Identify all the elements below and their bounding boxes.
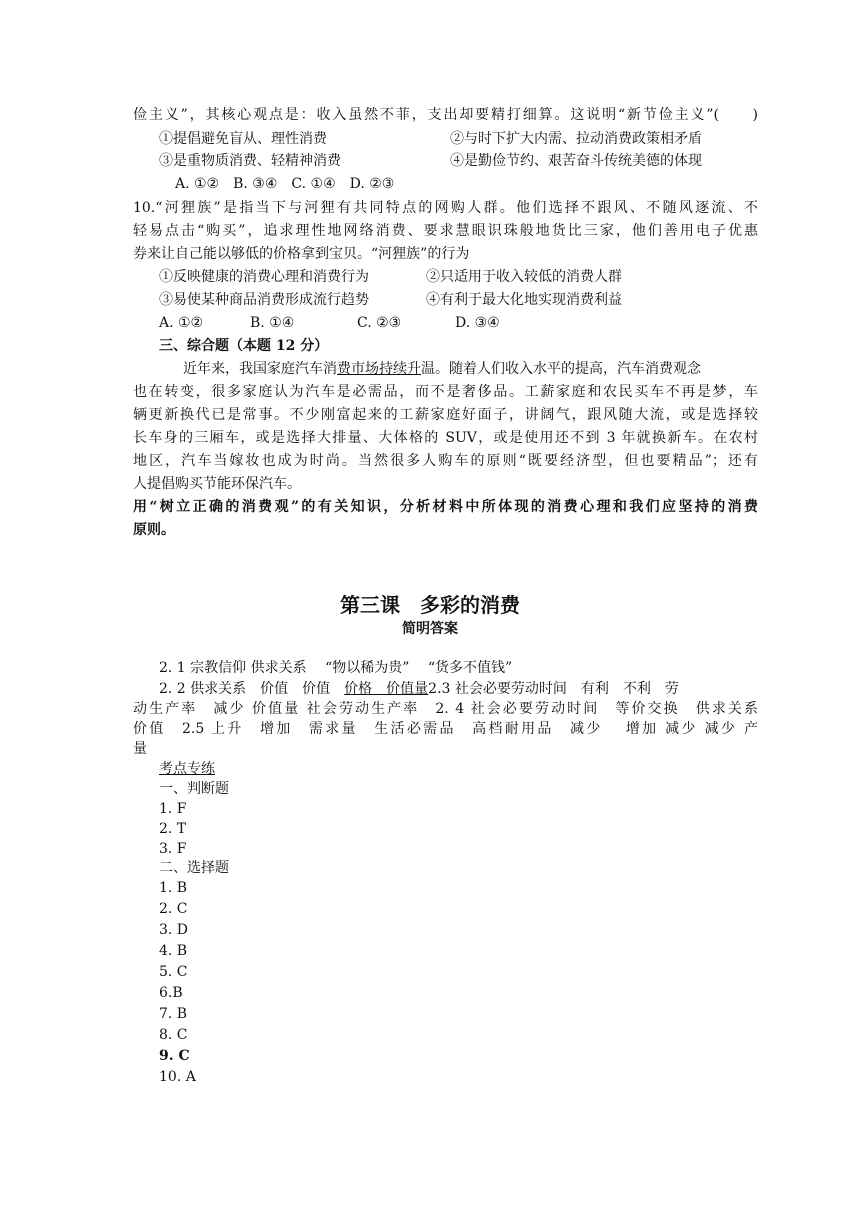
drill-heading: 考点专练 — [159, 761, 215, 777]
answer-line-3: 动生产率 减少 价值量 社会劳动生产率 2. 4 社会必要劳动时间 等价交换 供求关系 — [133, 701, 758, 717]
q10-option-3: ③易使某种商品消费形成流行趋势 — [159, 292, 369, 308]
answers-title: 第三课 多彩的消费 — [340, 593, 520, 617]
choice-answer-8: 8. C — [159, 1027, 188, 1043]
choice-answer-1: 1. B — [159, 880, 188, 896]
choice-heading: 二、选择题 — [159, 860, 229, 876]
choice-answer-6: 6.B — [159, 985, 183, 1001]
choice-answer-3: 3. D — [159, 922, 189, 938]
judge-heading: 一、判断题 — [159, 781, 229, 797]
judge-answer-1: 1. F — [159, 801, 187, 817]
q10-choice-c: C. ②③ — [357, 315, 402, 331]
section3-para-line5: 地区，汽车当嫁妆也成为时尚。当然很多人购车的原则“既要经济型，但也要精品”；还有 — [133, 453, 758, 469]
answer-line-2: 2. 2 供求关系 价值 价值 价格 价值量2.3 社会必要劳动时间 有利 不利 劳 — [159, 681, 679, 697]
q9-choices: A. ①② B. ③④ C. ①④ D. ②③ — [175, 176, 395, 192]
judge-answer-2: 2. T — [159, 821, 187, 837]
q10-stem-line1: 10.“河狸族”是指当下与河狸有共同特点的网购人群。他们选择不跟风、不随风逐流、不 — [133, 200, 758, 216]
q9-option-3: ③是重物质消费、轻精神消费 — [159, 153, 341, 169]
q9-option-1: ①提倡避免盲从、理性消费 — [159, 131, 327, 147]
choice-answer-7: 7. B — [159, 1006, 188, 1022]
q10-option-2: ②只适用于收入较低的消费人群 — [426, 269, 622, 285]
judge-answer-3: 3. F — [159, 841, 187, 857]
q9-option-4: ④是勤俭节约、艰苦奋斗传统美德的体现 — [450, 153, 702, 169]
choice-answer-9: 9. C — [159, 1048, 190, 1064]
choice-answer-4: 4. B — [159, 943, 188, 959]
q10-option-4: ④有利于最大化地实现消费利益 — [426, 292, 622, 308]
q9-option-2: ②与时下扩大内需、拉动消费政策相矛盾 — [450, 131, 702, 147]
section3-para-line2: 也在转变，很多家庭认为汽车是必需品，而不是奢侈品。工薪家庭和农民买车不再是梦，车 — [133, 384, 758, 400]
q10-option-1: ①反映健康的消费心理和消费行为 — [159, 269, 369, 285]
choice-answer-5: 5. C — [159, 964, 188, 980]
section3-task-line2: 原则。 — [133, 522, 175, 538]
section3-para-line1: 近年来，我国家庭汽车消费市场持续升温。随着人们收入水平的提高，汽车消费观念 — [183, 361, 701, 377]
q10-choice-b: B. ①④ — [250, 315, 295, 331]
q10-choice-d: D. ③④ — [455, 315, 500, 331]
section3-para-line6: 人提倡购买节能环保汽车。 — [133, 476, 301, 492]
answer-line-5: 量 — [133, 741, 147, 757]
section3-heading: 三、综合题（本题 12 分） — [159, 338, 329, 354]
q9-stem: 俭主义”，其核心观点是：收入虽然不菲，支出却要精打细算。这说明“新节俭主义”( ) — [133, 107, 758, 123]
answers-subtitle: 简明答案 — [402, 621, 458, 637]
q10-stem-line3: 券来让自己能以够低的价格拿到宝贝。“河狸族”的行为 — [133, 246, 470, 262]
section3-task-line1: 用“树立正确的消费观”的有关知识，分析材料中所体现的消费心理和我们应坚持的消费 — [133, 499, 758, 515]
answer-line-1: 2. 1 宗教信仰 供求关系 “物以稀为贵” “货多不值钱” — [159, 660, 513, 676]
section3-para-line3: 辆更新换代已是常事。不少刚富起来的工薪家庭好面子，讲阔气，跟风随大流，或是选择较 — [133, 407, 758, 423]
q10-choice-a: A. ①② — [159, 315, 204, 331]
answer-line-4: 价值 2.5 上升 增加 需求量 生活必需品 高档耐用品 减少 增加 减少 减少 产 — [133, 721, 758, 737]
choice-answer-2: 2. C — [159, 901, 188, 917]
section3-para-line4: 长车身的三厢车，或是选择大排量、大体格的 SUV，或是使用还不到 3 年就换新车。在农村 — [133, 430, 758, 446]
q10-stem-line2: 轻易点击“购买”，追求理性地网络消费、要求慧眼识珠般地货比三家，他们善用电子优惠 — [133, 223, 758, 239]
choice-answer-10: 10. A — [159, 1069, 196, 1085]
